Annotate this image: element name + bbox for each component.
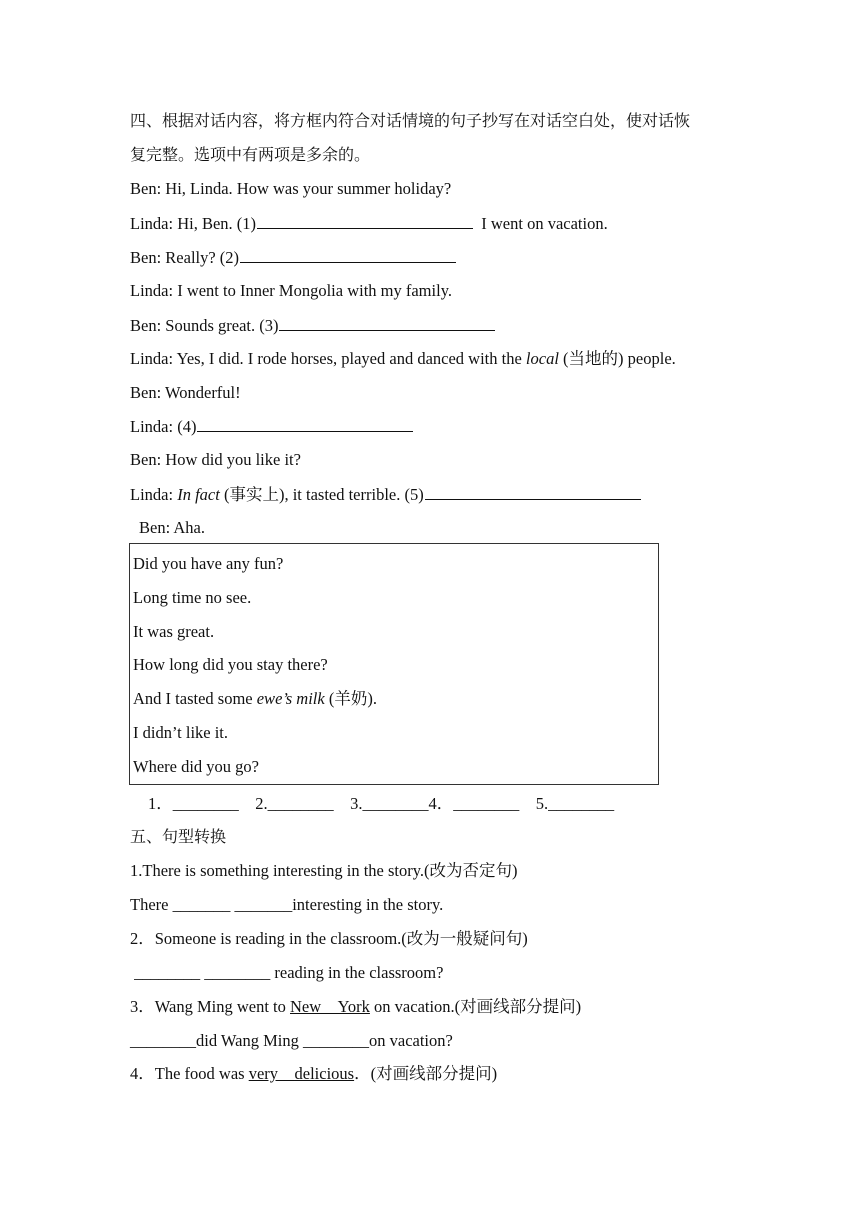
section5-question-4-gap: __: [278, 1064, 295, 1083]
section5-question-4-underlined-2: delicious: [294, 1064, 355, 1083]
option-5-tail: (羊奶).: [324, 689, 377, 708]
option-5-italic: ewe’s milk: [256, 689, 325, 708]
dialogue-line-9: Ben: How did you like it?: [130, 450, 301, 469]
answer-blank-1[interactable]: [257, 212, 473, 229]
section5-question-3-text: 3．Wang Ming went to: [130, 997, 290, 1016]
dialogue-line-2: [130, 212, 608, 235]
option-6: I didn’t like it.: [133, 723, 229, 742]
dialogue-line-1: Ben: Hi, Linda. How was your summer holiday?: [130, 179, 452, 198]
section4-instruction-line2: 复完整。选项中有两项是多余的。: [130, 145, 371, 164]
section5-question-3-tail: on vacation.(对画线部分提问): [369, 997, 582, 1016]
section5-question-4-underlined-1: very: [248, 1064, 279, 1083]
dialogue-line-3-text: Ben: Really? (2): [130, 248, 240, 267]
dialogue-line-7: Ben: Wonderful!: [130, 383, 241, 402]
dialogue-line-10-italic: In fact: [177, 485, 220, 504]
dialogue-line-8-text: Linda: (4): [130, 417, 197, 436]
section5-question-3: [130, 996, 581, 1018]
section4-instruction-line1: 四、根据对话内容，将方框内符合对话情境的句子抄写在对话空白处，使对话恢: [130, 111, 691, 130]
dialogue-line-5: [130, 314, 495, 337]
option-4: How long did you stay there?: [133, 655, 328, 674]
section5-answer-3[interactable]: ________did Wang Ming ________on vacation?: [130, 1031, 453, 1050]
section5-answer-1[interactable]: There _______ _______interesting in the story.: [130, 895, 444, 914]
section5-question-4: [130, 1063, 497, 1085]
dialogue-line-3: [130, 246, 456, 269]
section5-question-3-underlined: New__York: [290, 997, 370, 1016]
dialogue-line-6-italic: local: [525, 349, 559, 368]
dialogue-line-6-tail: (当地的) people.: [558, 349, 676, 368]
option-1: Did you have any fun?: [133, 554, 284, 573]
dialogue-line-11: Ben: Aha.: [139, 518, 205, 537]
dialogue-line-6: [130, 348, 676, 370]
section5-question-4-tail: ．(对画线部分提问): [354, 1064, 498, 1083]
answer-blank-3[interactable]: [279, 314, 495, 331]
answer-line[interactable]: 1．________ 2.________ 3.________4．________ 5.________: [148, 794, 615, 813]
section5-answer-2[interactable]: ________ ________ reading in the classroom?: [130, 963, 444, 982]
answer-blank-4[interactable]: [197, 415, 413, 432]
dialogue-line-5-text: Ben: Sounds great. (3): [130, 316, 279, 335]
option-5: [133, 688, 377, 710]
dialogue-line-4: Linda: I went to Inner Mongolia with my family.: [130, 281, 452, 300]
option-2: Long time no see.: [133, 588, 252, 607]
dialogue-line-10-text: Linda:: [130, 485, 178, 504]
option-5-text: And I tasted some: [133, 689, 257, 708]
section5-question-4-text: 4．The food was: [130, 1064, 249, 1083]
option-7: Where did you go?: [133, 757, 259, 776]
section5-question-1: 1.There is something interesting in the story.(改为否定句): [130, 861, 518, 880]
option-3: It was great.: [133, 622, 215, 641]
options-box: [129, 543, 659, 785]
answer-blank-2[interactable]: [240, 246, 456, 263]
dialogue-line-6-text: Linda: Yes, I did. I rode horses, played and danced with the: [130, 349, 526, 368]
answer-blank-5[interactable]: [425, 483, 641, 500]
dialogue-line-2-tail: I went on vacation.: [473, 214, 608, 233]
section5-question-2: 2．Someone is reading in the classroom.(改为一般疑问句): [130, 929, 528, 948]
section5-title: 五、句型转换: [130, 827, 227, 846]
dialogue-line-8: [130, 415, 413, 438]
dialogue-line-2-text: Linda: Hi, Ben. (1): [130, 214, 257, 233]
dialogue-line-10-tail: (事实上), it tasted terrible. (5): [219, 485, 424, 504]
dialogue-line-10: [130, 483, 641, 506]
